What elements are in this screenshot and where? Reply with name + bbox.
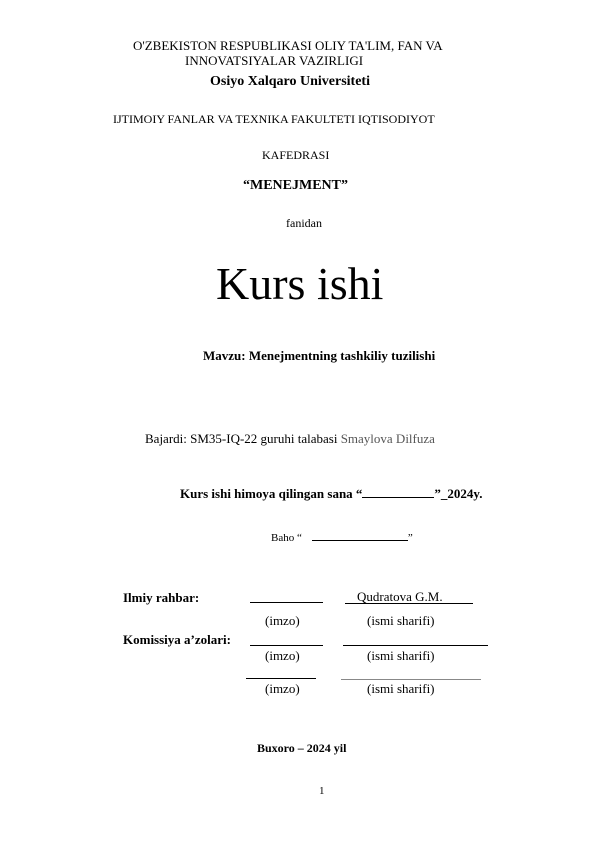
grade-line bbox=[271, 532, 413, 544]
ministry-line2: INNOVATSIYALAR VAZIRLIGI bbox=[185, 53, 364, 68]
commission1-imzo-caption: (imzo) bbox=[265, 648, 300, 663]
advisor-label: Ilmiy rahbar: bbox=[123, 590, 200, 605]
university-name: Osiyo Xalqaro Universiteti bbox=[210, 74, 370, 89]
commission1-signature-line bbox=[250, 645, 323, 646]
commission2-name-line bbox=[341, 679, 481, 680]
grade-close: ” bbox=[407, 532, 413, 544]
student-name: Smaylova Dilfuza bbox=[340, 431, 435, 446]
advisor-signature-line bbox=[250, 602, 323, 603]
defense-suffix: ”_2024y. bbox=[434, 486, 483, 501]
defense-prefix: Kurs ishi himoya qilingan sana “ bbox=[180, 486, 363, 501]
advisor-imzo-caption: (imzo) bbox=[265, 613, 300, 628]
department-line: KAFEDRASI bbox=[262, 148, 330, 162]
advisor-name: Qudratova G.M. bbox=[357, 589, 443, 604]
student-line bbox=[145, 431, 435, 447]
city-year: Buxoro – 2024 yil bbox=[257, 741, 347, 755]
document-title: Kurs ishi bbox=[216, 258, 384, 309]
page-number: 1 bbox=[319, 785, 325, 797]
defense-date-line bbox=[180, 486, 482, 502]
commission2-imzo-caption: (imzo) bbox=[265, 681, 300, 696]
commission2-signature-line bbox=[246, 678, 316, 679]
faculty-line: IJTIMOIY FANLAR VA TEXNIKA FAKULTETI IQTISODIYOT bbox=[113, 112, 435, 126]
commission-label: Komissiya a’zolari: bbox=[123, 632, 231, 647]
advisor-ismi-caption: (ismi sharifi) bbox=[367, 613, 435, 628]
defense-date-blank bbox=[362, 487, 434, 498]
commission1-ismi-caption: (ismi sharifi) bbox=[367, 648, 435, 663]
subject-name: “MENEJMENT” bbox=[243, 178, 348, 193]
advisor-name-line bbox=[345, 603, 473, 604]
grade-blank bbox=[312, 532, 408, 541]
commission2-ismi-caption: (ismi sharifi) bbox=[367, 681, 435, 696]
topic-line: Mavzu: Menejmentning tashkiliy tuzilishi bbox=[203, 348, 436, 363]
student-label: Bajardi: SM35-IQ-22 guruhi talabasi bbox=[145, 431, 338, 446]
grade-label: Baho “ bbox=[271, 532, 302, 544]
ministry-line1: O'ZBEKISTON RESPUBLIKASI OLIY TA'LIM, FAN VA bbox=[133, 38, 443, 53]
commission1-name-line bbox=[343, 645, 488, 646]
subject-suffix: fanidan bbox=[286, 216, 322, 230]
